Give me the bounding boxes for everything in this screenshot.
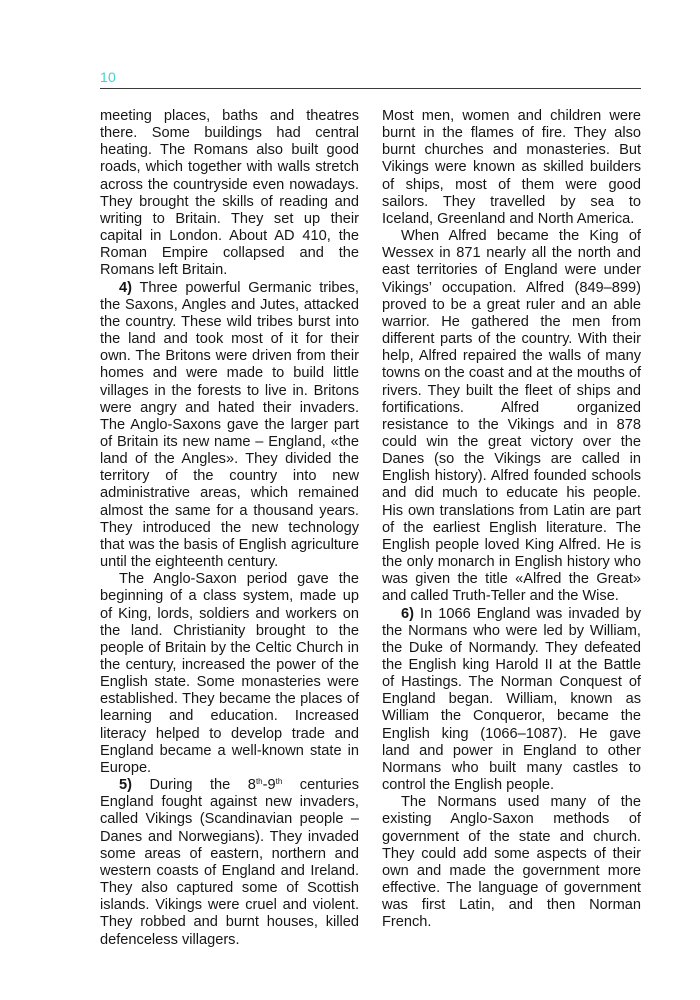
paragraph: When Alfred became the King of Wessex in 871 nearly all the north and east territories of England were under Vikings’ occupation. Alfred (849–899) proved to be a great ruler and an able warrior. He gathered the men from different parts of the country. With their help, Alfred repaired the walls of many towns on the coast and at the mouths of rivers. They built the fleet of ships and fortifications. Alfred organized resistance to the Vikings and in 878 could win the great victory over the Danes (so the Vikings are called in English history). Alfred founded schools and did much to educate his people. His own translations from Latin are part of the earliest English literature. The English people loved King Alfred. He is the only monarch in English history who was given the title «Alfred the Great» and called Truth-Teller and the Wise.: [382, 228, 641, 605]
section-number: 4): [119, 279, 132, 296]
paragraph: The Normans used many of the existing Anglo-Saxon methods of government of the state and church. They could add some aspects of their own and made the government more effective. The language of government was first Latin, and then Norman French.: [382, 794, 641, 931]
section-number: 5): [119, 777, 132, 794]
paragraph-section-5: [100, 777, 359, 949]
page-header: [100, 68, 641, 89]
paragraph-text: In 1066 England was invaded by the Normans who were led by William, the Duke of Normandy. They defeated the English king Harold II at the Battle of Hastings. The Norman Conquest of England began. William, known as William the Conqueror, became the English king (1066–1087). He gave land and power in England to other Normans who built many castles to control the English people.: [382, 605, 641, 794]
superscript: th: [275, 777, 283, 787]
page-number: 10: [100, 69, 116, 85]
paragraph: Most men, women and children were burnt in the flames of fire. They also burnt churches and monasteries. But Vikings were known as skilled builders of ships, most of them were good sailors. They travelled by sea to Iceland, Greenland and North America.: [382, 108, 641, 227]
superscript: th: [255, 777, 263, 787]
paragraph-section-4: [100, 280, 359, 572]
paragraph-text: -9: [262, 777, 276, 794]
section-number: 6): [401, 605, 414, 622]
left-column: [100, 108, 359, 949]
right-column: [382, 108, 641, 932]
paragraph-text: Three powerful Germanic tribes, the Saxons, Angles and Jutes, attacked the country. These wild tribes burst into the land and took most of it for their own. The Britons were driven from their homes and were made to build little villages in the forests to live in. Britons were angry and hated their invaders. The Anglo-Saxons gave the larger part of Britain its new name – England, «the land of the Angles». They divided the territory of the country into new administrative areas, which remained almost the same for a thousand years. They introduced the new technology that was the basis of English agriculture until the eighteenth century.: [100, 279, 359, 571]
paragraph-text: During the 8: [131, 777, 256, 794]
paragraph-section-6: [382, 606, 641, 795]
paragraph: meeting places, baths and theatres there. Some buildings had central heating. The Romans also built good roads, which together with walls stretch across the countryside even nowadays. They brought the skills of reading and writing to Britain. They set up their capital in London. About AD 410, the Roman Empire collapsed and the Romans left Britain.: [100, 108, 359, 279]
paragraph: The Anglo-Saxon period gave the beginning of a class system, made up of King, lords, soldiers and workers on the land. Christianity brought to the people of Britain by the Celtic Church in the century, increased the power of the English state. Some monasteries were established. They became the places of learning and education. Increased literacy helped to develop trade and England became a well-known state in Europe.: [100, 571, 359, 776]
paragraph-text: centuries England fought against new invaders, called Vikings (Scandinavian people – Danes and Norwegians). They invaded some areas of eastern, northern and western coasts of England and Ireland. They also captured some of Scottish islands. Vikings were cruel and violent. They robbed and burnt houses, killed defenceless villagers.: [100, 777, 359, 948]
